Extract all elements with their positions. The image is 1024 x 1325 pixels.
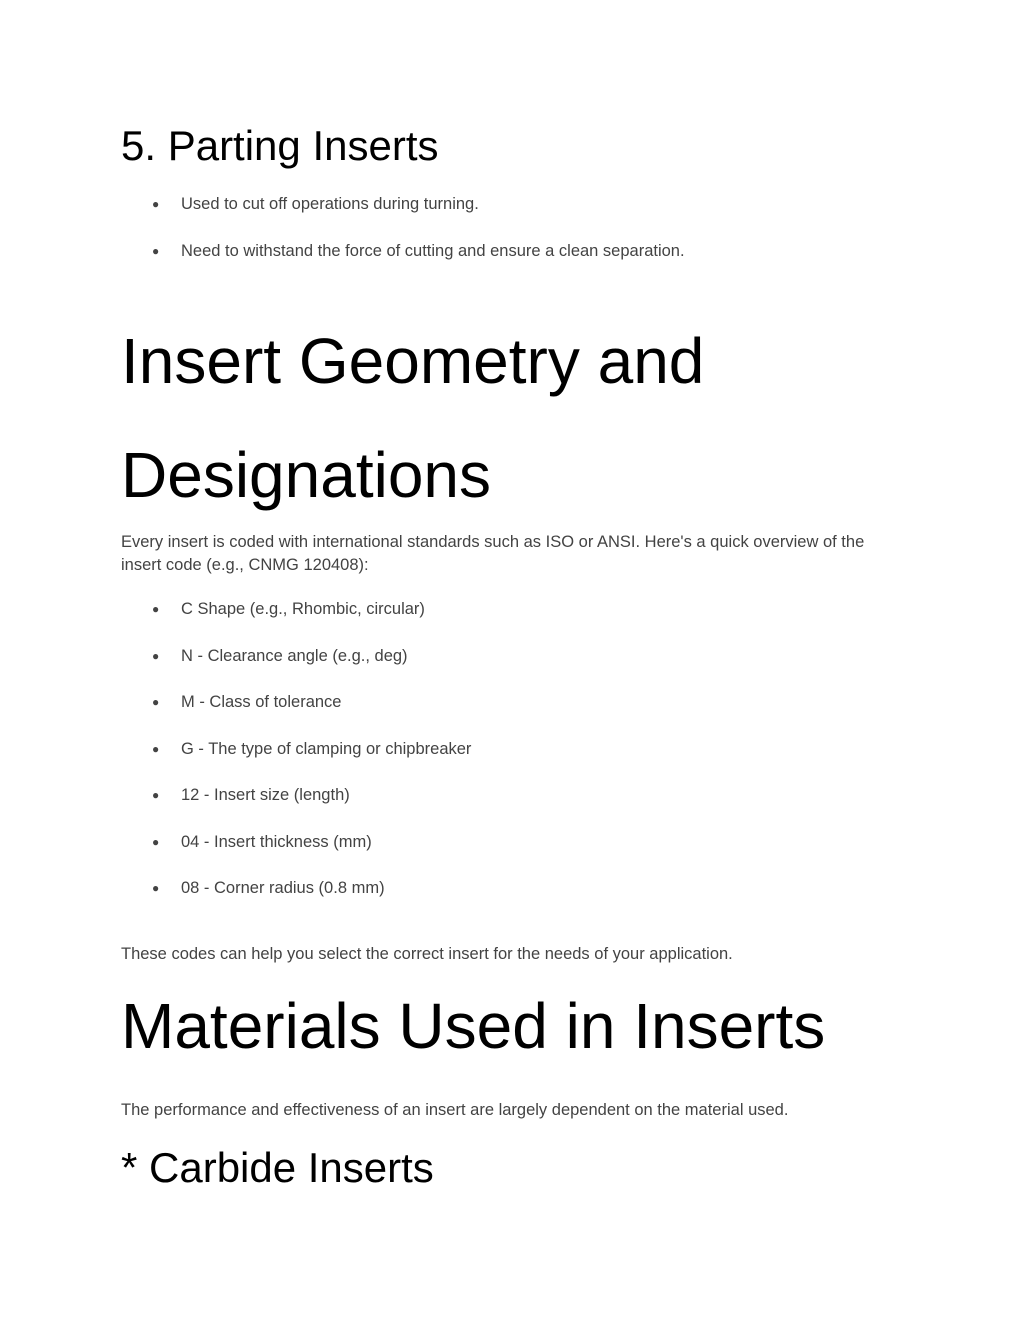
bullet-icon: ● xyxy=(152,244,160,258)
list-item-text: Used to cut off operations during turning. xyxy=(181,195,479,213)
heading-line: Insert Geometry and xyxy=(121,325,705,397)
heading-insert-geometry xyxy=(121,304,704,532)
bullet-icon: ● xyxy=(152,835,160,849)
bullet-icon: ● xyxy=(152,695,160,709)
heading-materials-used: Materials Used in Inserts xyxy=(121,990,826,1062)
bullet-icon: ● xyxy=(152,788,160,802)
bullet-icon: ● xyxy=(152,881,160,895)
list-item-text: 12 - Insert size (length) xyxy=(181,786,350,804)
list-item-text: Need to withstand the force of cutting and ensure a clean separation. xyxy=(181,242,685,260)
list-item-text: G - The type of clamping or chipbreaker xyxy=(181,740,472,758)
list-item xyxy=(0,644,900,668)
geometry-intro-paragraph: Every insert is coded with international standards such as ISO or ANSI. Here's a quick overview of the insert code (e.g., CNMG 120408): xyxy=(121,533,865,574)
list-item-text: C Shape (e.g., Rhombic, circular) xyxy=(181,600,425,618)
heading-line: Designations xyxy=(121,439,491,511)
list-item xyxy=(0,830,900,854)
bullet-icon: ● xyxy=(152,602,160,616)
list-item xyxy=(0,690,900,714)
list-item-text: N - Clearance angle (e.g., deg) xyxy=(181,647,408,665)
list-item xyxy=(0,239,900,263)
list-item xyxy=(0,876,900,900)
bullet-icon: ● xyxy=(152,197,160,211)
heading-parting-inserts: 5. Parting Inserts xyxy=(121,122,439,169)
heading-carbide-inserts: * Carbide Inserts xyxy=(121,1144,434,1191)
list-item-text: 04 - Insert thickness (mm) xyxy=(181,833,372,851)
list-item-text: M - Class of tolerance xyxy=(181,693,342,711)
bullet-icon: ● xyxy=(152,742,160,756)
bullet-icon: ● xyxy=(152,649,160,663)
list-item xyxy=(0,192,900,216)
list-item xyxy=(0,597,900,621)
list-item xyxy=(0,737,900,761)
list-item-text: 08 - Corner radius (0.8 mm) xyxy=(181,879,385,897)
list-item xyxy=(0,783,900,807)
codes-closing-paragraph: These codes can help you select the correct insert for the needs of your application. xyxy=(121,945,733,963)
materials-intro-paragraph: The performance and effectiveness of an insert are largely dependent on the material used. xyxy=(121,1101,789,1119)
